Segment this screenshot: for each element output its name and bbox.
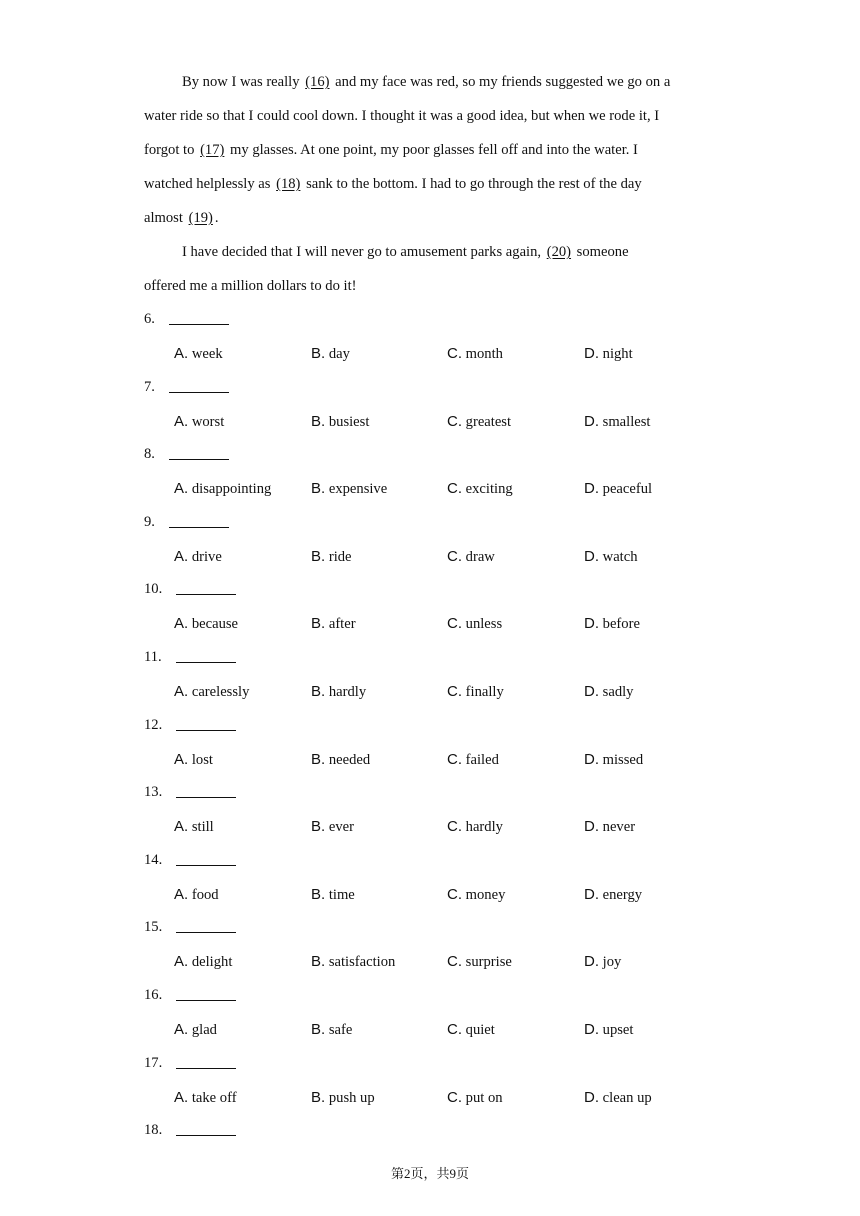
- option-letter: C.: [447, 750, 462, 768]
- answer-option[interactable]: [311, 1089, 375, 1107]
- question-number-label: 15.: [144, 919, 163, 936]
- passage-text: and my face was red, so my friends suggested we go on a: [331, 74, 671, 90]
- passage-text: forgot to: [144, 142, 199, 158]
- option-letter: B.: [311, 1021, 326, 1038]
- question-number-label: 18.: [144, 1122, 163, 1139]
- option-letter: C.: [447, 547, 462, 565]
- answer-blank-line[interactable]: [169, 459, 229, 460]
- option-text: put on: [465, 1089, 503, 1106]
- question-number: [144, 852, 236, 869]
- option-letter: A.: [174, 1088, 189, 1106]
- option-text: exciting: [465, 481, 513, 498]
- option-text: month: [465, 346, 503, 362]
- option-text: draw: [465, 548, 495, 565]
- answer-option[interactable]: [584, 480, 652, 498]
- option-letter: B.: [311, 683, 326, 700]
- option-letter: A.: [174, 750, 189, 768]
- option-text: ever: [328, 819, 354, 836]
- answer-option[interactable]: [174, 1089, 237, 1107]
- option-text: worst: [191, 413, 225, 430]
- blank-18: (18): [276, 176, 301, 192]
- answer-option[interactable]: [584, 953, 621, 971]
- answer-option[interactable]: [447, 480, 513, 498]
- answer-option[interactable]: [447, 751, 499, 769]
- answer-option[interactable]: [174, 683, 249, 701]
- answer-blank-line[interactable]: [176, 797, 236, 798]
- answer-option[interactable]: [311, 886, 355, 904]
- answer-option[interactable]: [174, 413, 224, 431]
- question-number-label: 7.: [144, 378, 155, 395]
- answer-option[interactable]: [174, 953, 232, 971]
- answer-option[interactable]: [584, 683, 633, 701]
- option-text: sadly: [602, 684, 634, 700]
- option-text: clean up: [602, 1089, 652, 1106]
- question-number: [144, 514, 229, 531]
- option-letter: B.: [311, 480, 326, 498]
- option-text: drive: [191, 548, 222, 565]
- option-letter: B.: [311, 750, 326, 768]
- answer-option[interactable]: [447, 886, 505, 904]
- answer-option[interactable]: [584, 1021, 633, 1039]
- option-text: after: [328, 616, 356, 633]
- answer-option[interactable]: [174, 751, 213, 769]
- option-letter: C.: [447, 1021, 462, 1038]
- option-letter: C.: [447, 953, 462, 971]
- option-letter: B.: [311, 953, 326, 971]
- option-text: glad: [191, 1022, 217, 1038]
- option-text: missed: [602, 751, 644, 768]
- answer-option[interactable]: [311, 345, 350, 363]
- option-letter: B.: [311, 412, 326, 430]
- answer-option[interactable]: [311, 751, 370, 769]
- question-number-label: 12.: [144, 716, 163, 733]
- option-letter: A.: [174, 885, 189, 903]
- answer-blank-line[interactable]: [176, 932, 236, 933]
- option-text: watch: [602, 548, 638, 565]
- answer-option[interactable]: [584, 818, 635, 836]
- question-number: [144, 987, 236, 1004]
- option-letter: A.: [174, 683, 189, 700]
- answer-option[interactable]: [447, 345, 503, 363]
- option-letter: C.: [447, 818, 462, 836]
- option-letter: A.: [174, 480, 189, 498]
- option-letter: C.: [447, 480, 462, 498]
- option-text: lost: [191, 751, 213, 768]
- option-text: joy: [602, 954, 622, 971]
- answer-blank-line[interactable]: [176, 730, 236, 731]
- answer-option[interactable]: [174, 1021, 217, 1039]
- passage-text: someone: [573, 244, 629, 260]
- passage-line: [182, 74, 670, 91]
- option-letter: D.: [584, 345, 599, 362]
- option-text: upset: [602, 1022, 634, 1038]
- question-number-label: 16.: [144, 987, 163, 1003]
- option-text: week: [191, 346, 223, 362]
- option-text: quiet: [465, 1022, 495, 1038]
- passage-line: water ride so that I could cool down. I thought it was a good idea, but when we rode it, I: [144, 108, 660, 124]
- option-text: time: [328, 886, 355, 903]
- option-letter: D.: [584, 953, 599, 971]
- option-text: smallest: [602, 413, 651, 430]
- question-number: [144, 717, 236, 734]
- passage-text: I have decided that I will never go to amusement parks again,: [182, 244, 545, 260]
- option-text: delight: [191, 954, 233, 971]
- option-letter: C.: [447, 615, 462, 633]
- option-letter: A.: [174, 412, 189, 430]
- answer-blank-line[interactable]: [176, 1068, 236, 1069]
- option-text: carelessly: [191, 684, 250, 700]
- blank-20: (20): [546, 244, 572, 260]
- option-letter: A.: [174, 615, 189, 633]
- answer-option[interactable]: [584, 886, 642, 904]
- option-letter: D.: [584, 1088, 599, 1106]
- option-text: food: [191, 886, 219, 903]
- answer-option[interactable]: [584, 615, 640, 633]
- option-letter: C.: [447, 345, 462, 362]
- option-text: hardly: [328, 684, 367, 700]
- answer-option[interactable]: [311, 683, 366, 701]
- option-letter: B.: [311, 1088, 326, 1106]
- answer-option[interactable]: [174, 886, 219, 904]
- answer-option[interactable]: [447, 1089, 503, 1107]
- answer-option[interactable]: [584, 548, 638, 566]
- question-number-label: 6.: [144, 311, 155, 327]
- option-letter: D.: [584, 885, 599, 903]
- answer-blank-line[interactable]: [169, 392, 229, 393]
- option-letter: D.: [584, 818, 599, 836]
- option-text: failed: [465, 751, 499, 768]
- option-letter: C.: [447, 885, 462, 903]
- passage-text: sank to the bottom. I had to go through the rest of the day: [302, 176, 642, 192]
- question-number-label: 8.: [144, 446, 155, 463]
- question-number-label: 11.: [144, 649, 162, 665]
- passage-text: By now I was really: [182, 74, 304, 90]
- option-text: still: [191, 819, 214, 836]
- option-letter: A.: [174, 547, 189, 565]
- option-text: before: [602, 616, 640, 633]
- option-text: peaceful: [602, 481, 653, 498]
- option-letter: D.: [584, 683, 599, 700]
- option-text: energy: [602, 886, 643, 903]
- option-text: unless: [465, 616, 503, 633]
- blank-19: (19): [188, 210, 213, 226]
- option-text: surprise: [465, 954, 512, 971]
- passage-text: watched helplessly as: [144, 176, 275, 192]
- option-text: ride: [328, 548, 352, 565]
- question-number-label: 13.: [144, 784, 163, 801]
- option-letter: B.: [311, 818, 326, 836]
- blank-17: (17): [200, 142, 225, 158]
- option-letter: D.: [584, 1021, 599, 1038]
- answer-blank-line[interactable]: [176, 1135, 236, 1136]
- question-number-label: 10.: [144, 581, 163, 598]
- answer-option[interactable]: [447, 1021, 495, 1039]
- option-text: busiest: [328, 413, 370, 430]
- answer-blank-line[interactable]: [169, 324, 229, 325]
- option-letter: B.: [311, 547, 326, 565]
- answer-blank-line[interactable]: [169, 527, 229, 528]
- answer-option[interactable]: [447, 818, 503, 836]
- option-letter: D.: [584, 750, 599, 768]
- answer-option[interactable]: [311, 1021, 352, 1039]
- option-text: night: [602, 346, 633, 362]
- answer-option[interactable]: [311, 953, 395, 971]
- answer-option[interactable]: [311, 615, 356, 633]
- question-number: [144, 1055, 236, 1072]
- answer-option[interactable]: [311, 818, 354, 836]
- answer-option[interactable]: [311, 548, 352, 566]
- option-text: expensive: [328, 481, 388, 498]
- question-number-label: 9.: [144, 513, 155, 530]
- question-number: [144, 446, 229, 463]
- question-number-label: 17.: [144, 1054, 163, 1071]
- answer-blank-line[interactable]: [176, 1000, 236, 1001]
- answer-option[interactable]: [584, 1089, 652, 1107]
- option-text: never: [602, 819, 636, 836]
- option-text: finally: [465, 684, 504, 700]
- answer-blank-line[interactable]: [176, 865, 236, 866]
- option-text: day: [328, 346, 350, 362]
- question-number: [144, 649, 236, 666]
- answer-option[interactable]: [311, 413, 369, 431]
- question-number: [144, 581, 236, 598]
- answer-option[interactable]: [584, 751, 643, 769]
- question-number: [144, 311, 229, 328]
- option-letter: C.: [447, 412, 462, 430]
- option-letter: A.: [174, 818, 189, 836]
- answer-option[interactable]: [447, 413, 511, 431]
- option-text: money: [465, 886, 506, 903]
- answer-option[interactable]: [174, 548, 222, 566]
- question-number: [144, 784, 236, 801]
- answer-option[interactable]: [174, 818, 214, 836]
- option-letter: A.: [174, 1021, 189, 1038]
- question-number: [144, 1122, 236, 1139]
- option-letter: D.: [584, 480, 599, 498]
- option-text: take off: [191, 1089, 237, 1106]
- passage-text: .: [214, 210, 219, 226]
- option-letter: B.: [311, 885, 326, 903]
- option-letter: B.: [311, 615, 326, 633]
- passage-line: offered me a million dollars to do it!: [144, 278, 357, 294]
- option-text: because: [191, 616, 239, 633]
- answer-option[interactable]: [447, 953, 512, 971]
- option-letter: D.: [584, 615, 599, 633]
- option-text: push up: [328, 1089, 375, 1106]
- answer-option[interactable]: [584, 413, 651, 431]
- answer-option[interactable]: [174, 480, 271, 498]
- passage-text: almost: [144, 210, 187, 226]
- answer-blank-line[interactable]: [176, 594, 236, 595]
- passage-line: [144, 210, 219, 227]
- option-letter: C.: [447, 1088, 462, 1106]
- passage-text: my glasses. At one point, my poor glasses fell off and into the water. I: [226, 142, 638, 158]
- answer-option[interactable]: [174, 615, 238, 633]
- question-number: [144, 379, 229, 396]
- option-text: needed: [328, 751, 371, 768]
- question-number: [144, 919, 236, 936]
- answer-option[interactable]: [584, 345, 633, 363]
- passage-line: [144, 142, 638, 159]
- option-text: greatest: [465, 413, 512, 430]
- blank-16: (16): [305, 74, 330, 90]
- option-letter: C.: [447, 683, 462, 700]
- passage-line: [182, 244, 629, 261]
- option-letter: A.: [174, 953, 189, 971]
- question-number-label: 14.: [144, 851, 163, 868]
- answer-option[interactable]: [174, 345, 223, 363]
- option-text: hardly: [465, 819, 503, 836]
- answer-option[interactable]: [447, 615, 502, 633]
- passage-line: [144, 176, 642, 193]
- option-text: satisfaction: [328, 954, 396, 971]
- option-letter: D.: [584, 547, 599, 565]
- option-letter: B.: [311, 345, 326, 362]
- answer-option[interactable]: [447, 683, 504, 701]
- option-letter: D.: [584, 412, 599, 430]
- answer-blank-line[interactable]: [176, 662, 236, 663]
- option-text: safe: [328, 1022, 353, 1038]
- page-footer: 第2页，共9页: [390, 1166, 469, 1181]
- answer-option[interactable]: [447, 548, 495, 566]
- option-letter: A.: [174, 345, 189, 362]
- answer-option[interactable]: [311, 480, 387, 498]
- option-text: disappointing: [191, 481, 272, 498]
